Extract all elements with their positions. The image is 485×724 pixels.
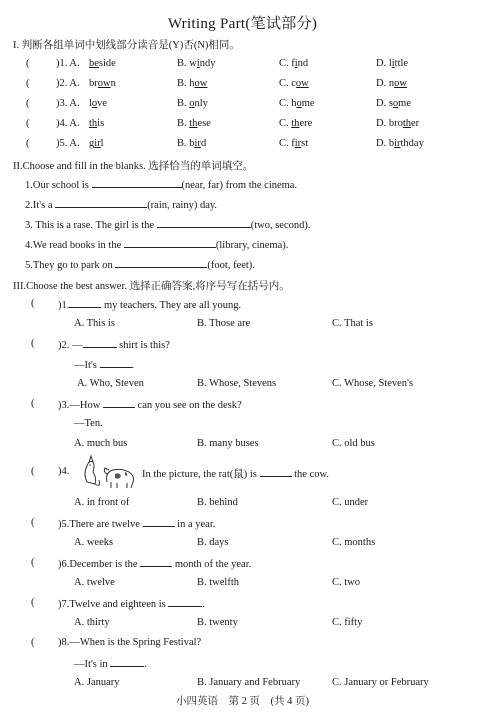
option-c: C. under	[332, 497, 369, 508]
answer-paren[interactable]: (	[31, 338, 35, 349]
answer-paren[interactable]: (	[31, 398, 35, 409]
option-a: brown	[89, 78, 116, 89]
option-d: D. little	[376, 58, 409, 69]
item-number: )4. A.	[56, 118, 80, 129]
answer-blank[interactable]	[83, 338, 117, 348]
item-number: )1. A.	[56, 58, 80, 69]
option-c: C. January or February	[332, 677, 429, 688]
option-d: D. some	[376, 98, 411, 109]
option-c: C. months	[332, 537, 376, 548]
item-number: )2. A.	[56, 78, 80, 89]
question-2: )2. — shirt is this?	[58, 340, 170, 351]
option-c: C. That is	[332, 318, 373, 329]
rat-and-cow-picture	[77, 452, 139, 492]
option-c: C. cow	[279, 78, 309, 89]
fill-item-2: 2.It's a (rain, rainy) day.	[25, 200, 218, 211]
question-4: In the picture, the rat(鼠) is the cow.	[142, 469, 330, 480]
option-c: C. fifty	[332, 617, 363, 628]
question-1: )1. my teachers. They are all young.	[58, 300, 242, 311]
answer-paren[interactable]: (	[31, 298, 35, 309]
option-b: B. many buses	[197, 438, 259, 449]
question-5: )5.There are twelve in a year.	[58, 519, 216, 530]
question-2-answer: —It's .	[74, 360, 135, 371]
answer-blank[interactable]	[92, 178, 182, 188]
fill-item-5: 5.They go to park on (foot, feet).	[25, 260, 255, 271]
answer-paren[interactable]: (	[31, 557, 35, 568]
answer-blank[interactable]	[124, 238, 216, 248]
option-c: C. two	[332, 577, 361, 588]
section-2-heading: II.Choose and fill in the blanks. 选择恰当的单词填空。	[13, 161, 254, 172]
question-4-number: )4.	[58, 466, 70, 477]
option-d: D. brother	[376, 118, 420, 129]
question-8: )8.—When is the Spring Festival?	[58, 637, 202, 648]
option-b: B. Those are	[197, 318, 251, 329]
answer-paren[interactable]: (	[31, 517, 35, 528]
option-d: D. birthday	[376, 138, 424, 149]
answer-paren[interactable]: (	[31, 466, 35, 477]
answer-blank[interactable]	[110, 657, 144, 667]
answer-blank[interactable]	[69, 298, 101, 308]
answer-blank[interactable]	[140, 557, 172, 567]
option-a: A. thirty	[74, 617, 110, 628]
question-8-answer: —It's in .	[74, 659, 147, 670]
fill-item-4: 4.We read books in the (library, cinema).	[25, 240, 289, 251]
answer-paren[interactable]: (	[26, 78, 30, 89]
option-b: B. twenty	[197, 617, 238, 628]
answer-paren[interactable]: (	[26, 118, 30, 129]
option-b: B. how	[177, 78, 208, 89]
option-c: C. find	[279, 58, 309, 69]
option-c: C. there	[279, 118, 313, 129]
option-a: beside	[89, 58, 116, 69]
option-c: C. Whose, Steven's	[332, 378, 414, 389]
option-a: A. much bus	[74, 438, 128, 449]
option-a: A. This is	[74, 318, 115, 329]
option-a: this	[89, 118, 105, 129]
option-d: D. now	[376, 78, 407, 89]
option-a: A. weeks	[74, 537, 114, 548]
option-a: A. in front of	[74, 497, 130, 508]
answer-paren[interactable]: (	[26, 58, 30, 69]
item-number: )5. A.	[56, 138, 80, 149]
section-3-heading: III.Choose the best answer. 选择正确答案,将序号写在括号内。	[13, 281, 290, 292]
option-b: B. bird	[177, 138, 207, 149]
question-6: )6.December is the month of the year.	[58, 559, 252, 570]
fill-item-1: 1.Our school is (near, far) from the cinema.	[25, 180, 298, 191]
option-b: B. January and February	[197, 677, 301, 688]
option-b: B. only	[177, 98, 208, 109]
option-a: girl	[89, 138, 104, 149]
option-b: B. Whose, Stevens	[197, 378, 277, 389]
item-number: )3. A.	[56, 98, 80, 109]
answer-paren[interactable]: (	[26, 138, 30, 149]
question-3-answer: —Ten.	[74, 418, 103, 429]
option-c: C. old bus	[332, 438, 375, 449]
option-a: A. January	[74, 677, 120, 688]
question-3: )3.—How can you see on the desk?	[58, 400, 242, 411]
option-b: B. behind	[197, 497, 238, 508]
option-b: B. windy	[177, 58, 216, 69]
option-b: B. twelfth	[197, 577, 239, 588]
option-b: B. these	[177, 118, 211, 129]
answer-blank[interactable]	[100, 358, 132, 368]
page-footer: 小四英语 第 2 页 (共 4 页)	[176, 696, 309, 707]
option-a: A. Who, Steven	[77, 378, 144, 389]
section-1-heading: I. 判断各组单词中划线部分读音是(Y)否(N)相同。	[13, 40, 240, 51]
option-b: B. days	[197, 537, 229, 548]
fill-item-3: 3. This is a rase. The girl is the (two, second).	[25, 220, 311, 231]
option-a: love	[89, 98, 108, 109]
answer-paren[interactable]: (	[26, 98, 30, 109]
answer-paren[interactable]: (	[31, 597, 35, 608]
answer-blank[interactable]	[55, 198, 147, 208]
answer-blank[interactable]	[115, 258, 207, 268]
page-title: Writing Part(笔试部分)	[167, 16, 318, 32]
answer-blank[interactable]	[143, 517, 175, 527]
answer-paren[interactable]: (	[31, 637, 35, 648]
answer-blank[interactable]	[260, 467, 292, 477]
answer-blank[interactable]	[103, 398, 135, 408]
answer-blank[interactable]	[157, 218, 251, 228]
option-a: A. twelve	[74, 577, 115, 588]
option-c: C. home	[279, 98, 315, 109]
answer-blank[interactable]	[168, 597, 202, 607]
option-c: C. first	[279, 138, 309, 149]
question-7: )7.Twelve and eighteen is .	[58, 599, 205, 610]
